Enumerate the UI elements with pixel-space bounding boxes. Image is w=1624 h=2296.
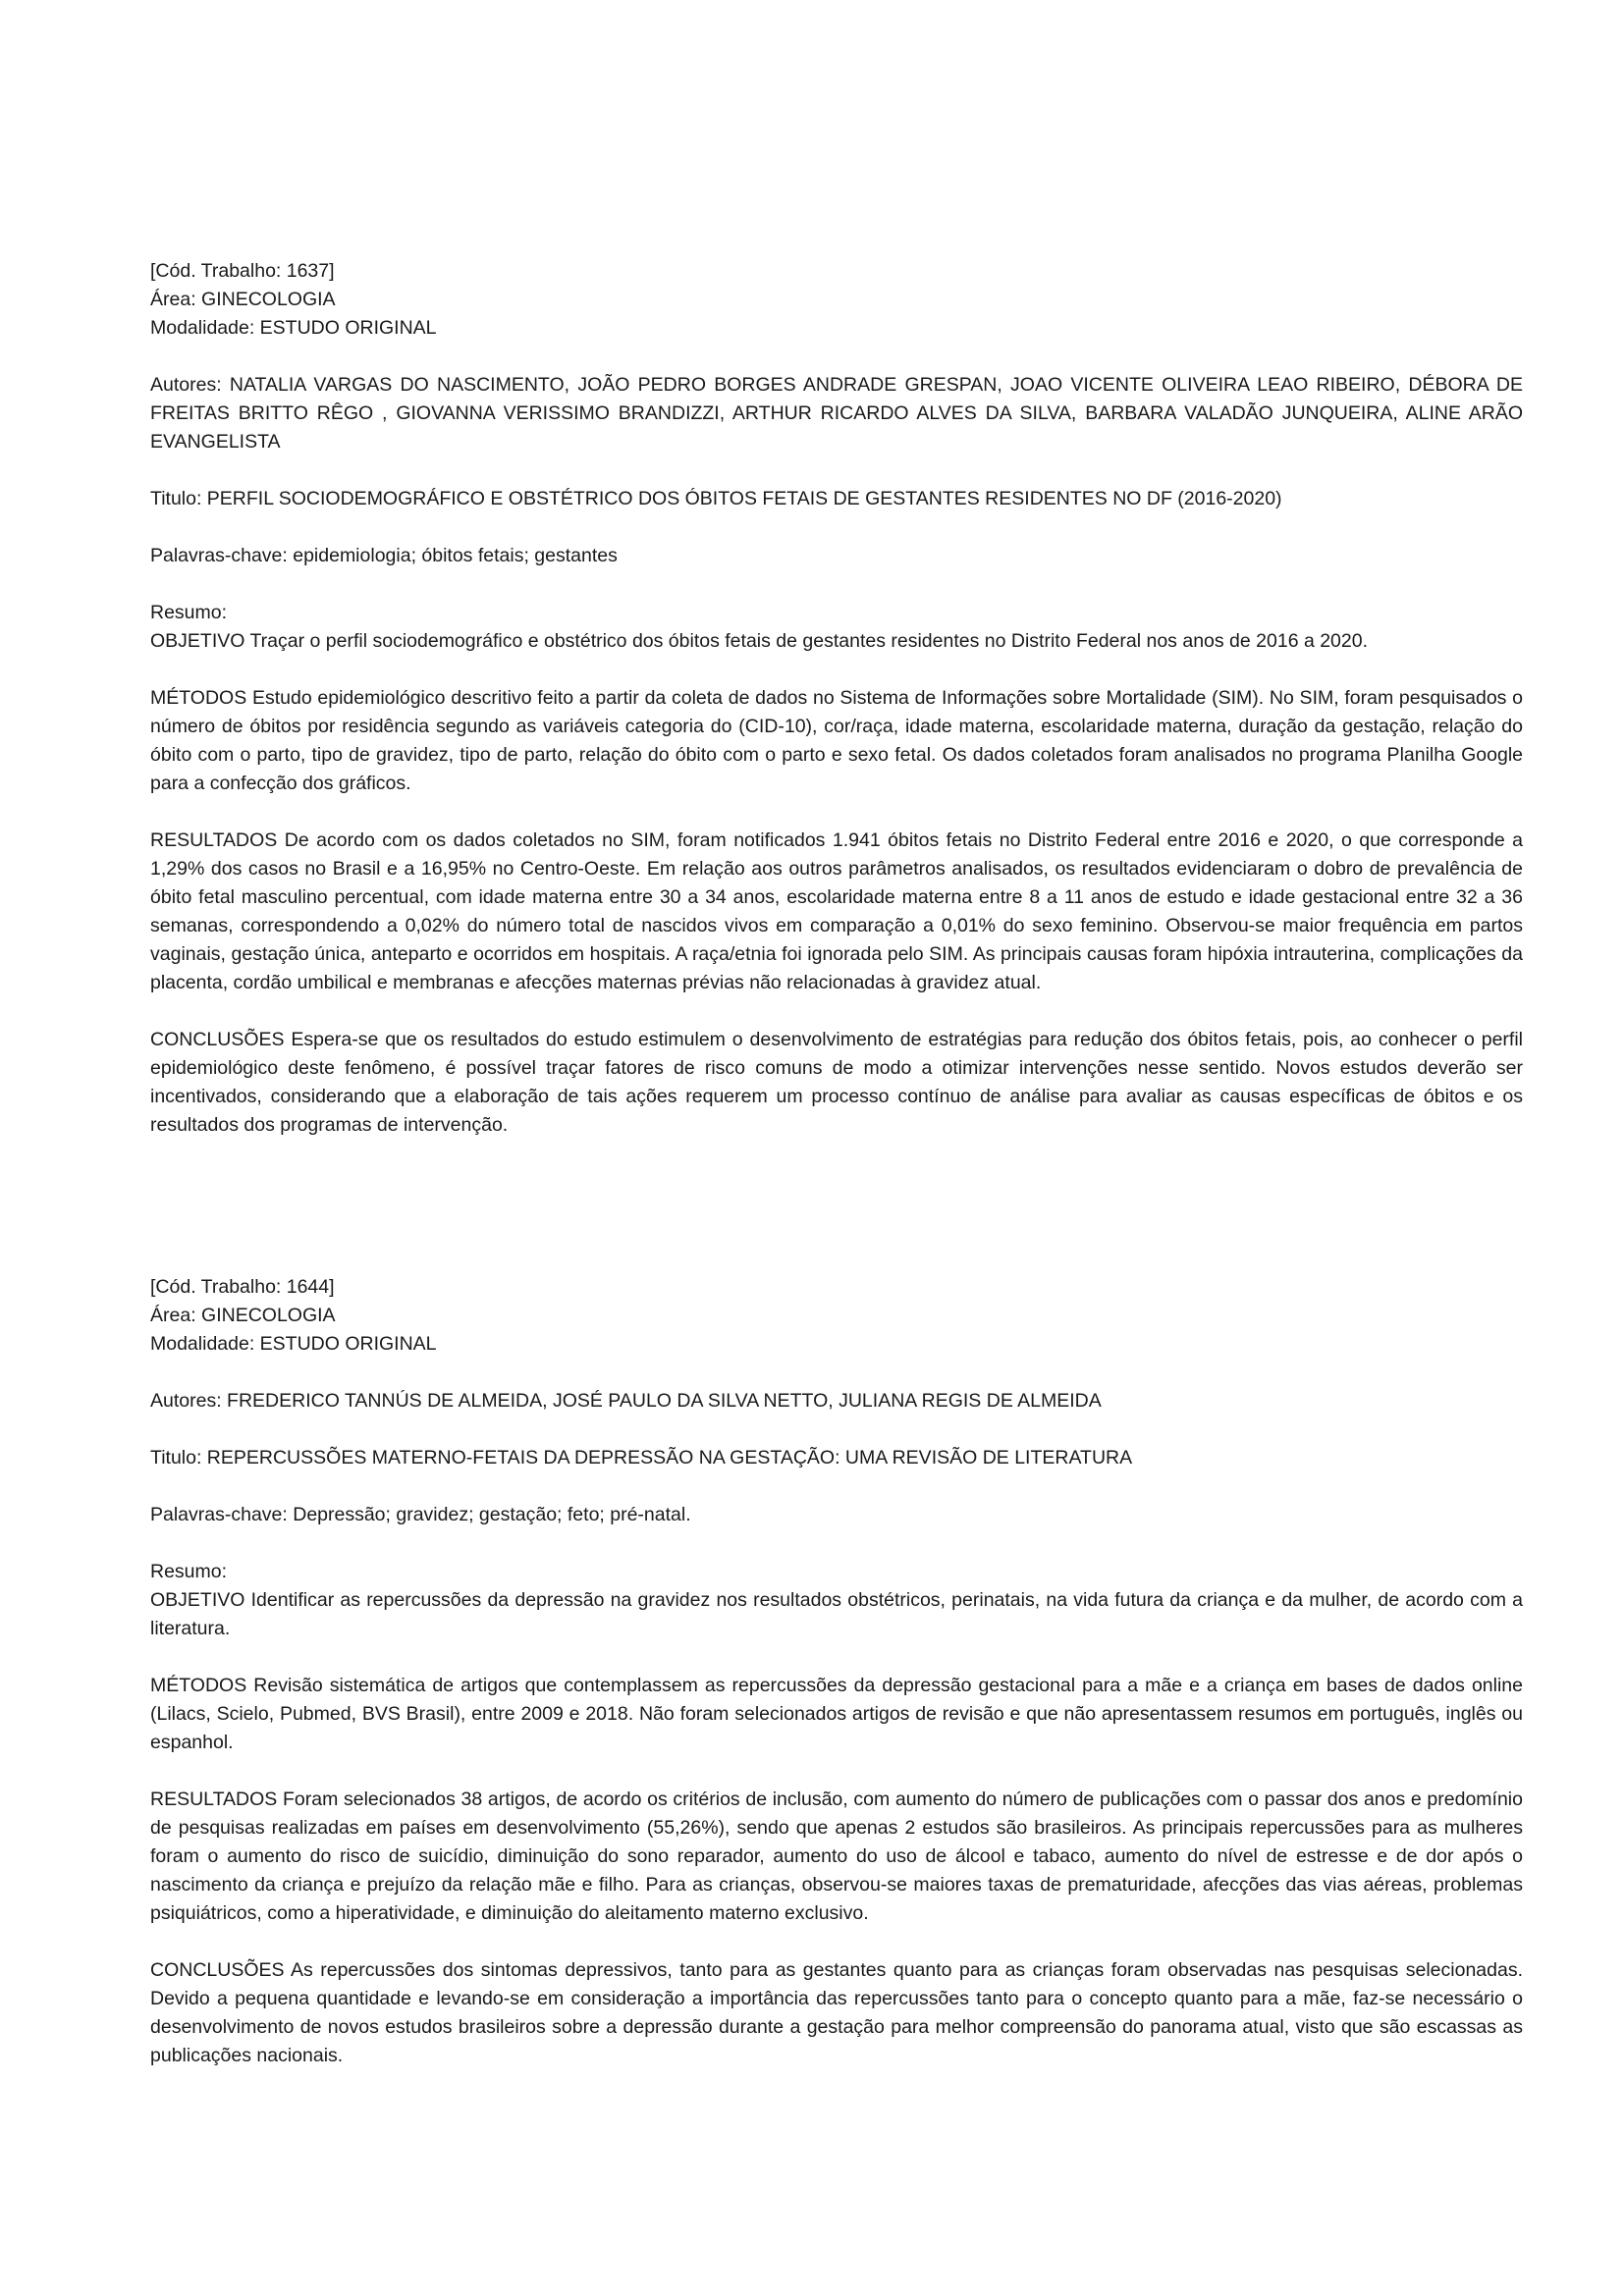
modality: Modalidade: ESTUDO ORIGINAL	[150, 317, 437, 339]
abstract-1644	[150, 1273, 1523, 2070]
summary-label: Resumo:	[150, 1561, 228, 1582]
objective: OBJETIVO Traçar o perfil sociodemográfico e obstétrico dos óbitos fetais de gestantes residentes no Distrito Federal nos anos de 2016 a 2020.	[150, 630, 1369, 652]
summary-label: Resumo:	[150, 602, 228, 623]
document-page	[150, 257, 1523, 2070]
methods: MÉTODOS Estudo epidemiológico descritivo feito a partir da coleta de dados no Sistema de Informações sobre Mortalidade (SIM). No SIM, foram pesquisados o número de óbitos por residência segundo as variáveis categoria do (CID-10), cor/raça, idade materna, escolaridade materna, duração da gestação, relação do óbito com o parto, tipo de gravidez, tipo de parto, relação do óbito com o parto e sexo fetal. Os dados coletados foram analisados no programa Planilha Google para a confecção dos gráficos.	[150, 687, 1523, 794]
abstract-title: Titulo: REPERCUSSÕES MATERNO-FETAIS DA DEPRESSÃO NA GESTAÇÃO: UMA REVISÃO DE LITERATURA	[150, 1447, 1133, 1468]
results: RESULTADOS Foram selecionados 38 artigos, de acordo os critérios de inclusão, com aumento do número de publicações com o passar dos anos e predomínio de pesquisas realizadas em países em desenvolvimento (55,26%), sendo que apenas 2 estudos são brasileiros. As principais repercussões para as mulheres foram o aumento do risco de suicídio, diminuição do sono reparador, aumento do uso de álcool e tabaco, aumento do nível de estresse e de dor após o nascimento da criança e prejuízo da relação mãe e filho. Para as crianças, observou-se maiores taxas de prematuridade, afecções das vias aéreas, problemas psiquiátricos, como a hiperatividade, e diminuição do aleitamento materno exclusivo.	[150, 1789, 1523, 1924]
abstract-title: Titulo: PERFIL SOCIODEMOGRÁFICO E OBSTÉTRICO DOS ÓBITOS FETAIS DE GESTANTES RESIDENTES NO DF (2016-2020)	[150, 488, 1282, 509]
work-code: [Cód. Trabalho: 1644]	[150, 1276, 335, 1298]
area: Área: GINECOLOGIA	[150, 1305, 336, 1326]
conclusions: CONCLUSÕES As repercussões dos sintomas depressivos, tanto para as gestantes quanto para as crianças foram observadas nas pesquisas selecionadas. Devido a pequena quantidade e levando-se em consideração a importância das repercussões tanto para o concepto quanto para a mãe, faz-se necessário o desenvolvimento de novos estudos brasileiros sobre a depressão durante a gestação para melhor compreensão do panorama atual, visto que são escassas as publicações nacionais.	[150, 1959, 1523, 2066]
keywords: Palavras-chave: Depressão; gravidez; gestação; feto; pré-natal.	[150, 1504, 691, 1525]
objective: OBJETIVO Identificar as repercussões da depressão na gravidez nos resultados obstétricos, perinatais, na vida futura da criança e da mulher, de acordo com a literatura.	[150, 1589, 1523, 1639]
area: Área: GINECOLOGIA	[150, 289, 336, 310]
methods: MÉTODOS Revisão sistemática de artigos que contemplassem as repercussões da depressão gestacional para a mãe e a criança em bases de dados online (Lilacs, Scielo, Pubmed, BVS Brasil), entre 2009 e 2018. Não foram selecionados artigos de revisão e que não apresentassem resumos em português, inglês ou espanhol.	[150, 1675, 1523, 1753]
keywords: Palavras-chave: epidemiologia; óbitos fetais; gestantes	[150, 545, 618, 566]
results: RESULTADOS De acordo com os dados coletados no SIM, foram notificados 1.941 óbitos fetais no Distrito Federal entre 2016 e 2020, o que corresponde a 1,29% dos casos no Brasil e a 16,95% no Centro-Oeste. Em relação aos outros parâmetros analisados, os resultados evidenciaram o dobro de prevalência de óbito fetal masculino percentual, com idade materna entre 30 a 34 anos, escolaridade materna entre 8 a 11 anos de estudo e idade gestacional entre 32 a 36 semanas, correspondendo a 0,02% do número total de nascidos vivos em comparação a 0,01% do sexo feminino. Observou-se maior frequência em partos vaginais, gestação única, anteparto e ocorridos em hospitais. A raça/etnia foi ignorada pelo SIM. As principais causas foram hipóxia intrauterina, complicações da placenta, cordão umbilical e membranas e afecções maternas prévias não relacionadas à gravidez atual.	[150, 829, 1523, 993]
work-code: [Cód. Trabalho: 1637]	[150, 260, 335, 282]
authors: Autores: NATALIA VARGAS DO NASCIMENTO, JOÃO PEDRO BORGES ANDRADE GRESPAN, JOAO VICENTE OLIVEIRA LEAO RIBEIRO, DÉBORA DE FREITAS BRITTO RÊGO , GIOVANNA VERISSIMO BRANDIZZI, ARTHUR RICARDO ALVES DA SILVA, BARBARA VALADÃO JUNQUEIRA, ALINE ARÃO EVANGELISTA	[150, 374, 1523, 453]
abstract-1637	[150, 257, 1523, 1140]
modality: Modalidade: ESTUDO ORIGINAL	[150, 1333, 437, 1355]
authors: Autores: FREDERICO TANNÚS DE ALMEIDA, JOSÉ PAULO DA SILVA NETTO, JULIANA REGIS DE ALMEIDA	[150, 1390, 1102, 1412]
conclusions: CONCLUSÕES Espera-se que os resultados do estudo estimulem o desenvolvimento de estratégias para redução dos óbitos fetais, pois, ao conhecer o perfil epidemiológico deste fenômeno, é possível traçar fatores de risco comuns de modo a otimizar intervenções nesse sentido. Novos estudos deverão ser incentivados, considerando que a elaboração de tais ações requerem um processo contínuo de análise para avaliar as causas específicas de óbitos e os resultados dos programas de intervenção.	[150, 1029, 1523, 1136]
